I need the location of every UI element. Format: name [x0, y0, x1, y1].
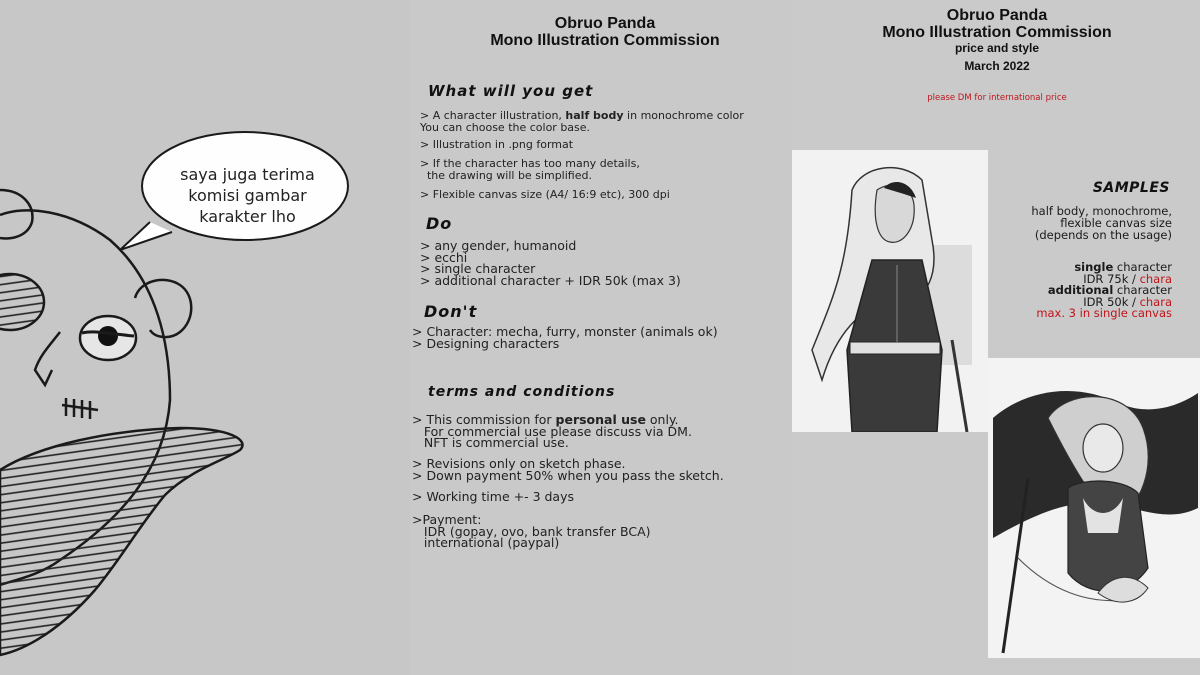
price-block — [952, 262, 1172, 320]
dont-items: > Character: mecha, furry, monster (animals ok) > Designing characters — [412, 324, 718, 351]
right-title — [852, 8, 1142, 54]
right-panel — [792, 0, 1200, 675]
panda-doodle — [0, 0, 410, 675]
middle-title-line1: Obruo Panda — [554, 15, 656, 32]
do-heading: Do — [426, 214, 453, 233]
what-item-4: > Flexible canvas size (A4/ 16:9 etc), 300 dpi — [420, 188, 670, 201]
left-panel — [0, 0, 410, 675]
single-character-label: single character — [1074, 260, 1172, 274]
middle-title — [460, 16, 750, 50]
sample-image-2 — [988, 358, 1200, 658]
what-heading: What will you get — [428, 82, 594, 100]
terms-item-2: > Revisions only on sketch phase. > Down payment 50% when you pass the sketch. — [412, 456, 724, 483]
single-price: IDR 75k / chara — [1083, 271, 1172, 286]
terms-item-1: > This commission for personal use only. For commercial use please discuss via DM. NFT is commercial use. — [412, 412, 692, 450]
middle-title-line2: Mono Illustration Commission — [490, 31, 720, 49]
max-note: max. 3 in single canvas — [1036, 306, 1172, 320]
date: March 2022 — [964, 59, 1030, 73]
what-item-1: > A character illustration, half body in monochrome color You can choose the color base. — [420, 109, 744, 134]
terms-item-3: > Working time +- 3 days — [412, 489, 575, 504]
samples-heading: SAMPLES — [1092, 180, 1170, 196]
terms-heading: terms and conditions — [428, 384, 616, 400]
dont-heading: Don't — [424, 302, 478, 321]
middle-panel — [410, 0, 792, 675]
intl-note: please DM for international price — [927, 93, 1067, 103]
additional-character-label: additional character — [1047, 283, 1172, 297]
right-title-line1: Obruo Panda — [946, 7, 1048, 24]
terms-item-4: >Payment: IDR (gopay, ovo, bank transfer BCA) international (paypal) — [412, 512, 651, 550]
right-subtitle: price and style — [954, 40, 1040, 55]
what-item-2: > Illustration in .png format — [420, 138, 574, 151]
samples-description: half body, monochrome, flexible canvas size (depends on the usage) — [1031, 204, 1172, 242]
do-items: > any gender, humanoid > ecchi > single character > additional character + IDR 50k (max 3) — [420, 238, 681, 288]
additional-price: IDR 50k / chara — [1083, 294, 1172, 309]
what-item-3: > If the character has too many details, the drawing will be simplified. — [420, 157, 640, 182]
speech-text: saya juga terima komisi gambar karakter lho — [180, 165, 315, 226]
right-title-line2: Mono Illustration Commission — [882, 23, 1112, 41]
